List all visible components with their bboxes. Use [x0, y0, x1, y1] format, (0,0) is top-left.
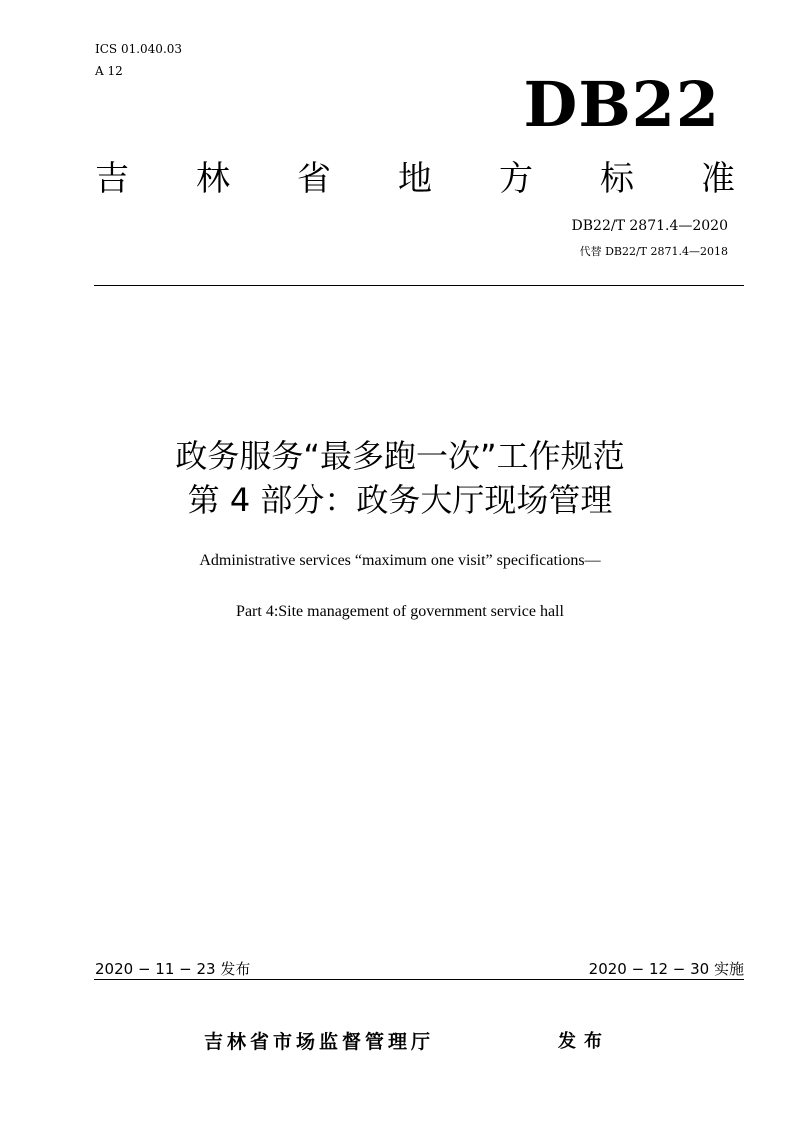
title-chinese-line2: 第 4 部分：政务大厅现场管理	[187, 481, 613, 519]
standard-logo: DB22	[523, 68, 720, 141]
standard-type-char: 省	[297, 159, 331, 199]
issue-date: 2020 − 11 − 23 发布	[95, 960, 251, 978]
standard-type-char: 标	[600, 159, 634, 199]
bottom-divider	[94, 979, 744, 980]
title-english-line2: Part 4:Site management of government service hall	[236, 603, 564, 620]
standard-type-heading	[95, 158, 735, 200]
ics-code: ICS 01.040.03	[95, 42, 183, 56]
replaces-note: 代替 DB22/T 2871.4—2018	[579, 245, 728, 258]
standard-number: DB22/T 2871.4—2020	[571, 218, 728, 234]
standard-type-char: 准	[701, 159, 735, 199]
issuing-authority: 吉林省市场监督管理厅	[204, 1031, 435, 1053]
standard-type-char: 林	[196, 159, 230, 199]
standard-type-char: 吉	[95, 159, 129, 199]
standard-type-char: 方	[499, 159, 533, 199]
title-chinese-line1: 政务服务“最多跑一次”工作规范	[175, 437, 625, 475]
top-divider	[94, 285, 744, 286]
issue-label: 发布	[558, 1031, 610, 1052]
implementation-date: 2020 − 12 − 30 实施	[588, 960, 744, 978]
standard-type-char: 地	[398, 159, 432, 199]
classification-code: A 12	[95, 64, 123, 78]
title-english-line1: Administrative services “maximum one visit” specifications—	[199, 552, 601, 569]
